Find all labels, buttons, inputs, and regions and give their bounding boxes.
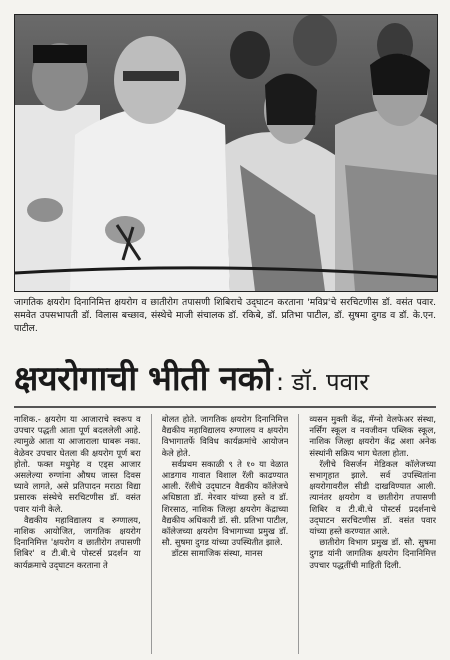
photo-caption [14,296,436,335]
article-paragraph: रॅलीचे विसर्जन मेडिकल कॉलेजच्या सभागृहात झाले. सर्व उपस्थितांना क्षयरोगावरील सीडी दाखविण्यात आली. त्यानंतर क्षयरोग व छातीरोग तपासणी शिबिर व टी.बी.चे पोस्टर्स प्रदर्शनाचे उद्‌घाटन सरचिटणीस डॉ. वसंत पवार यांच्या हस्ते करण्यात आले. [309,458,436,537]
article-headline [14,354,436,404]
article-column-1 [14,414,141,654]
article-paragraph: व्यसन मुक्ती केंद्र, मॅग्नो वेलफेअर संस्था, नर्सिंग स्कूल व नवजीवन पब्लिक स्कूल, नाशिक जिल्हा क्षयरोग केंद्र अशा अनेक संस्थांनी सक्रिय भाग घेतला होता. [309,414,436,458]
article-column-3 [309,414,436,654]
article-body [14,414,436,654]
article-column-2 [162,414,289,654]
article-paragraph: सर्वप्रथम सकाळी ९ ते १० या वेळात आडगाव गावात विशाल रॅली काढण्यात आली. रॅलीचे उद्‌घाटन वैद्यकीय कॉलेजचे अधिष्ठाता डॉ. मेरवार यांच्या हस्ते व डॉ. शिरसाठ, नाशिक जिल्हा क्षयरोग केंद्राच्या वैद्यकीय अधिकारी डॉ. सी. प्रतिभा पाटील, कॉलेजच्या क्षयरोग विभागाच्या प्रमुख डॉ. सौ. सुषमा दुगड यांच्या उपस्थितीत झाले. [161,458,289,548]
caption-text: जागतिक क्षयरोग दिनानिमित्त क्षयरोग व छातीरोग तपासणी शिबिराचे उद्‌घाटन करताना 'मविप्र'चे सरचिटणीस डॉ. वसंत पवार. समवेत उपसभापती डॉ. विलास बच्छाव, संस्थेचे माजी संचालक डॉ. रकिबे, डॉ. प्रतिभा पाटील, डॉ. सुषमा दुगड व डॉ. के.एन. पाटील. [14,297,436,334]
article-paragraph: छातीरोग विभाग प्रमुख डॉ. सौ. सुषमा दुगड यांनी जागतिक क्षयरोग दिनानिमित्त उपचार पद्धतींची माहिती दिली. [309,537,436,570]
article-paragraph: नाशिक.- क्षयरोग या आजाराचे स्वरूप व उपचार पद्धती आता पूर्ण बदललेली आहे. त्यामुळे आता या आजाराला घाबरू नका. वेळेवर उपचार घेतला की क्षयरोग पूर्ण बरा होतो. फक्त मधुमेह व एड्स आजार असलेल्या रुग्णांना औषध जास्त दिवस घ्यावे लागते, असे प्रतिपादन मराठा विद्या प्रसारक संस्थेचे सरचिटणीस डॉ. वसंत पवार यांनी केले. [14,414,141,514]
headline-attribution: : डॉ. पवार [276,368,370,396]
article-paragraph: डॉटस सामाजिक संस्था, मानस [171,548,263,559]
column-divider [151,414,152,654]
news-photo [14,14,438,292]
headline-divider [14,406,436,408]
article-paragraph: बोलत होते. जागतिक क्षयरोग दिनानिमित्त वैद्यकीय महाविद्यालय रुग्णालय व क्षयरोग विभागातर्फे विविध कार्यक्रमांचे आयोजन केले होते. [161,414,289,458]
article-paragraph: वैद्यकीय महाविद्यालय व रुग्णालय, नाशिक आयोजित, जागतिक क्षयरोग दिनानिमित्त 'क्षयरोग व छातीरोग तपासणी शिबिर' व टी.बी.चे पोस्टर्स प्रदर्शन या कार्यक्रमाचे उद्‌घाटन करताना ते [14,514,141,570]
column-divider [298,414,299,654]
ribbon-cutting-photo [15,15,437,291]
headline-main: क्षयरोगाची भीती नको [14,359,273,399]
